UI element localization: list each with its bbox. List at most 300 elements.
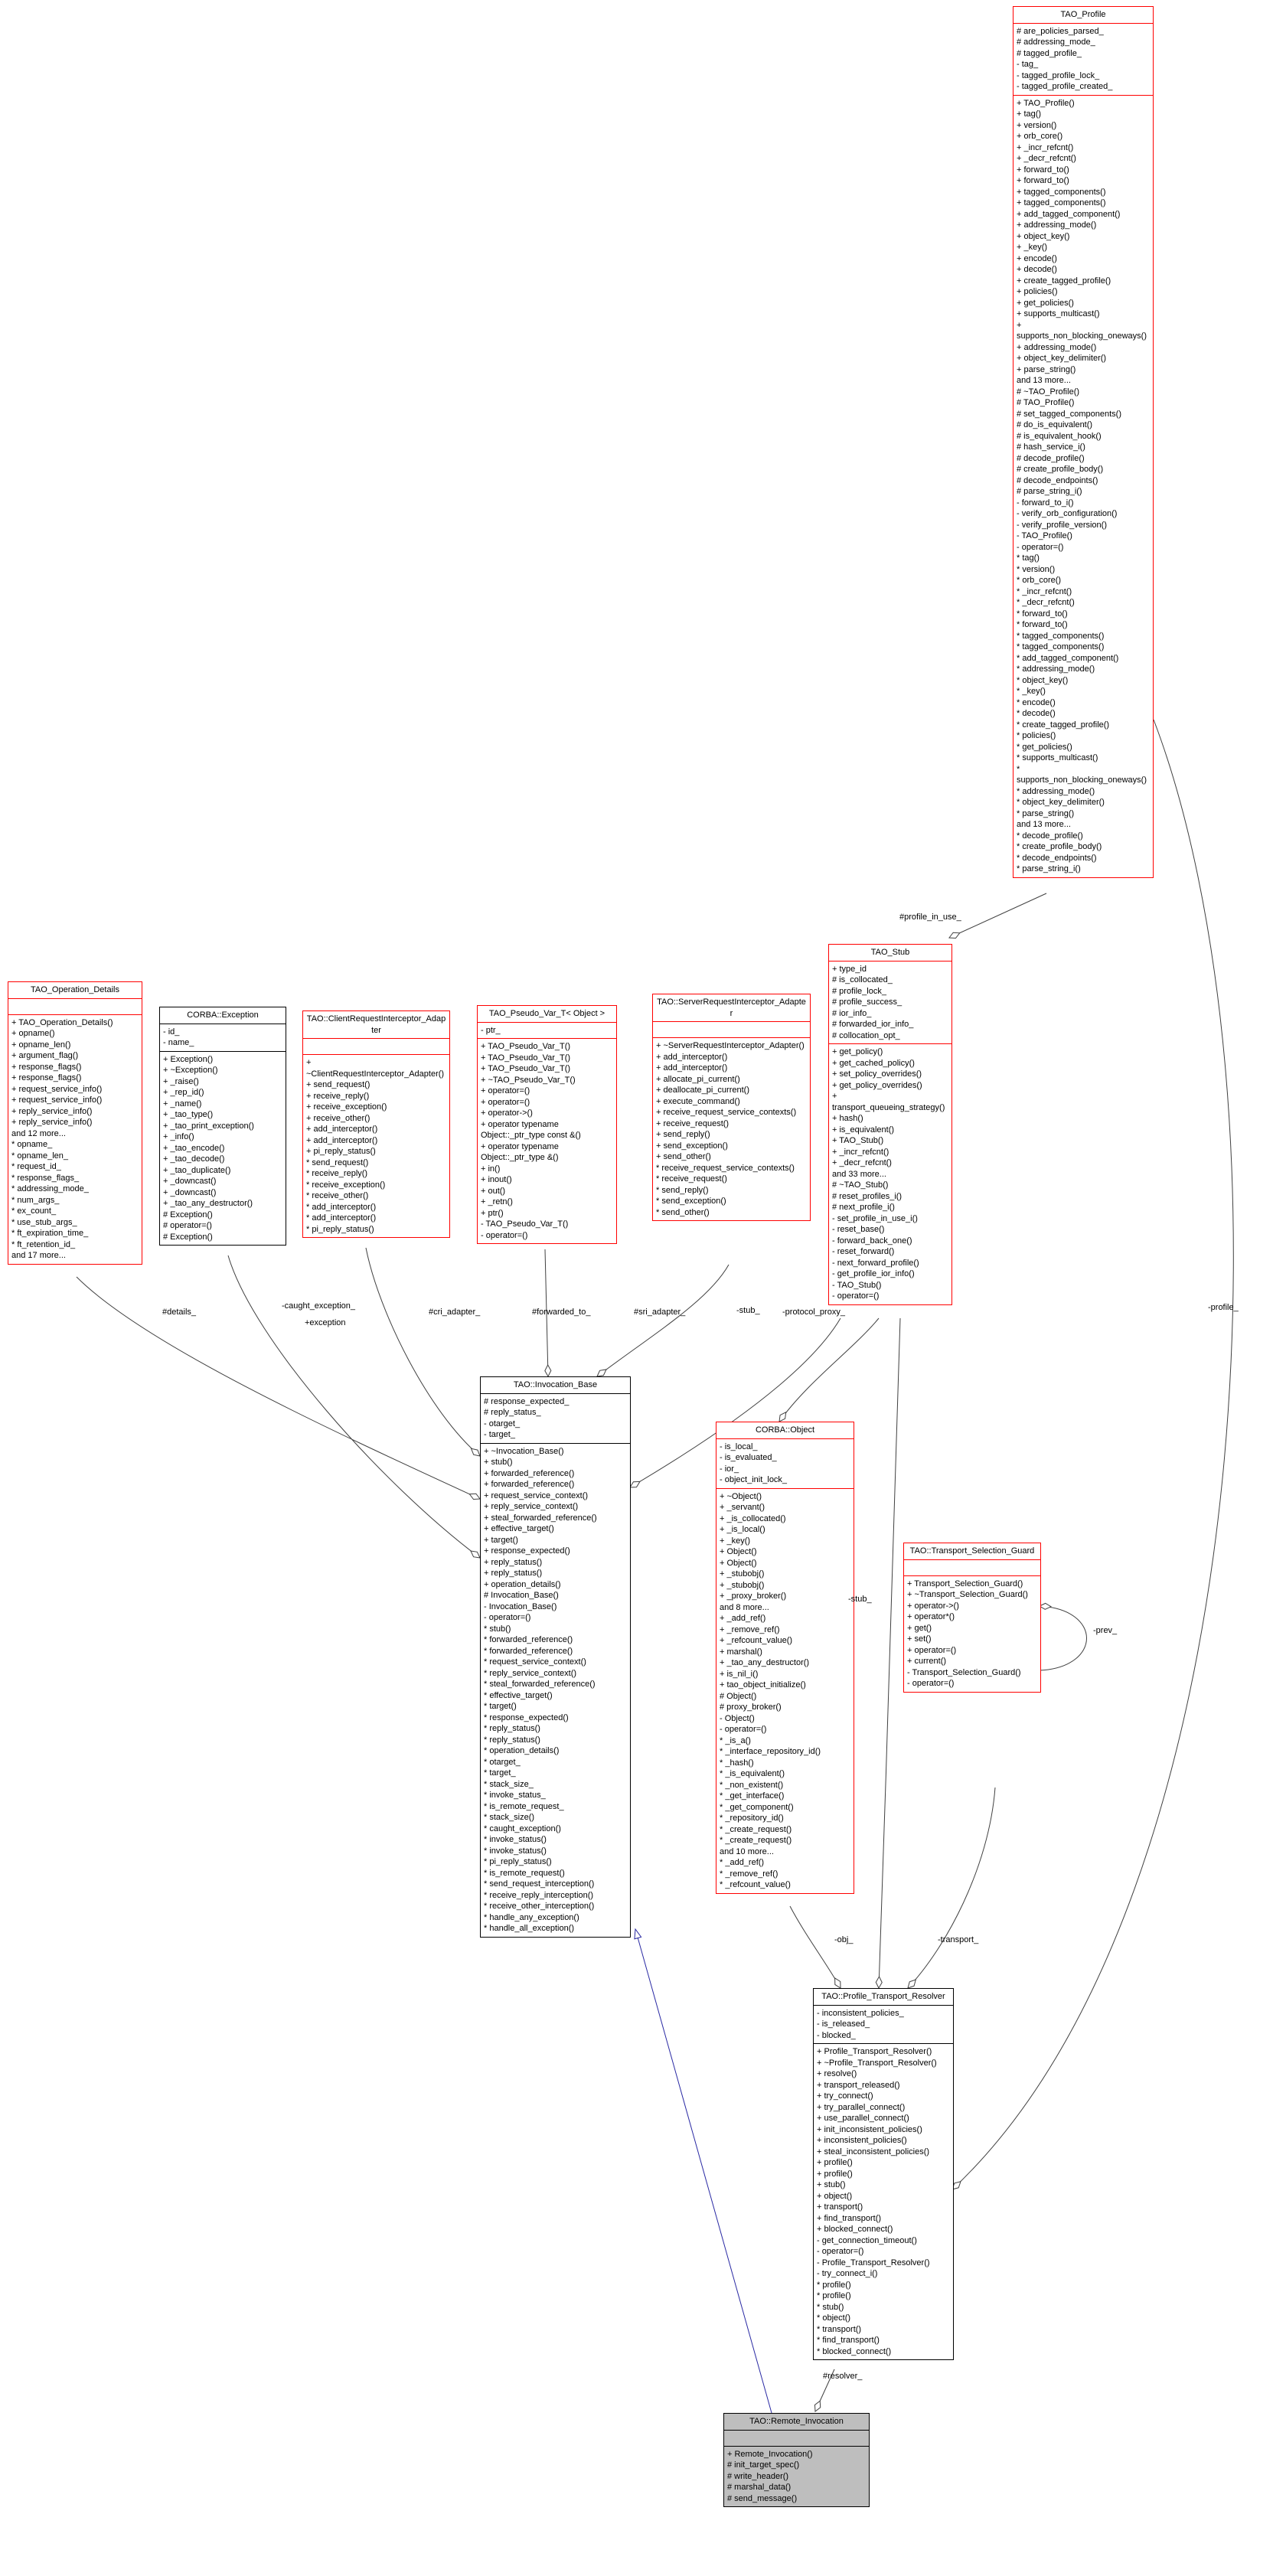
member-line: * forwarded_reference() [484, 1646, 573, 1656]
member-line: * use_stub_args_ [11, 1217, 77, 1227]
member-line: + _tao_any_destructor() [163, 1199, 253, 1208]
member-line: + add_interceptor() [656, 1063, 728, 1073]
member-line: - TAO_Pseudo_Var_T() [481, 1219, 569, 1229]
member-line: + add_interceptor() [306, 1125, 378, 1134]
member-line: * request_service_context() [484, 1657, 586, 1667]
member-line: + ~Transport_Selection_Guard() [907, 1590, 1028, 1599]
member-line: + effective_target() [484, 1524, 554, 1533]
member-line: * _key() [1017, 687, 1046, 696]
member-line: * response_expected() [484, 1712, 569, 1722]
edge-prev-self-loop [1040, 1606, 1087, 1670]
member-line: and 13 more... [1017, 820, 1071, 829]
member-line: + ~Exception() [163, 1066, 218, 1075]
member-line: * caught_exception() [484, 1823, 561, 1833]
member-line: + response_expected() [484, 1546, 570, 1556]
member-line: * _get_interface() [720, 1791, 785, 1801]
member-line: and 13 more... [1017, 376, 1071, 385]
member-line: # do_is_equivalent() [1017, 420, 1093, 429]
member-line: - is_released_ [817, 2019, 870, 2029]
member-line: + add_interceptor() [306, 1135, 378, 1145]
member-line: - verify_profile_version() [1017, 520, 1107, 530]
class-methods [724, 2447, 869, 2507]
member-line: * effective_target() [484, 1690, 553, 1700]
member-line: + request_service_info() [11, 1084, 103, 1094]
member-line: + TAO_Stub() [832, 1136, 884, 1145]
member-line: * receive_exception() [306, 1180, 386, 1190]
member-line: * send_exception() [656, 1197, 726, 1206]
member-line: * _refcount_value() [720, 1880, 791, 1889]
member-line: - object_init_lock_ [720, 1475, 788, 1484]
class-attributes [160, 1024, 286, 1052]
class-corba-object[interactable] [716, 1422, 854, 1894]
member-line: - ptr_ [481, 1025, 501, 1035]
member-line: * _non_existent() [720, 1780, 784, 1790]
member-line: + TAO_Pseudo_Var_T() [481, 1053, 571, 1063]
member-line: - get_connection_timeout() [817, 2235, 917, 2245]
member-line: * handle_all_exception() [484, 1924, 575, 1933]
member-line: + send_exception() [656, 1141, 728, 1151]
member-line: * _incr_refcnt() [1017, 586, 1072, 596]
class-tao-transport-selection-guard[interactable] [903, 1543, 1041, 1693]
member-line: # decode_endpoints() [1017, 475, 1098, 485]
member-line: * _create_request() [720, 1836, 792, 1845]
member-line: * addressing_mode() [1017, 664, 1095, 674]
member-line: - try_connect_i() [817, 2269, 878, 2278]
member-line: * _remove_ref() [720, 1869, 778, 1879]
member-line: # forwarded_ior_info_ [832, 1020, 914, 1029]
member-line: * operation_details() [484, 1746, 560, 1755]
member-line: * receive_reply_interception() [484, 1890, 594, 1900]
member-line: + object_key_delimiter() [1017, 354, 1107, 363]
member-line: + Profile_Transport_Resolver() [817, 2047, 932, 2056]
member-line: + send_reply() [656, 1130, 710, 1139]
member-line: and 33 more... [832, 1169, 886, 1179]
member-line: + reply_status() [484, 1557, 543, 1567]
member-line: + use_parallel_connect() [817, 2114, 909, 2123]
class-title: TAO_Profile [1014, 7, 1153, 24]
edge-sri-adapter [597, 1265, 729, 1376]
class-title: TAO::Transport_Selection_Guard [904, 1543, 1040, 1560]
member-line: - verify_orb_configuration() [1017, 509, 1118, 518]
member-line: * send_reply() [656, 1185, 709, 1195]
member-line: * get_policies() [1017, 742, 1072, 752]
edge-label-stub-resolver: -stub_ [848, 1595, 872, 1604]
member-line: - ior_ [720, 1464, 739, 1474]
member-line: + tagged_components() [1017, 187, 1106, 197]
member-line: - is_local_ [720, 1441, 758, 1451]
member-line: * stub() [817, 2302, 844, 2312]
member-line: * decode() [1017, 709, 1056, 718]
member-line: * _create_request() [720, 1824, 792, 1834]
member-line: * forwarded_reference() [484, 1635, 573, 1644]
member-line: + marshal() [720, 1647, 762, 1657]
member-line: - TAO_Stub() [832, 1280, 882, 1290]
member-line: * send_request_interception() [484, 1879, 595, 1889]
member-line: * parse_string_i() [1017, 864, 1081, 873]
member-line: + _proxy_broker() [720, 1592, 787, 1601]
member-line: + get() [907, 1623, 932, 1633]
member-line: + get_policy_overrides() [832, 1080, 922, 1090]
edge-details [77, 1277, 480, 1499]
class-corba-exception[interactable] [159, 1007, 286, 1246]
member-line: - operator=() [832, 1291, 880, 1301]
member-line: + tao_object_initialize() [720, 1680, 806, 1690]
member-line: * create_profile_body() [1017, 842, 1102, 851]
edge-label-obj: -obj_ [834, 1935, 854, 1944]
class-methods [653, 1038, 810, 1220]
member-line: + TAO_Pseudo_Var_T() [481, 1064, 571, 1073]
member-line: * _get_component() [720, 1802, 794, 1812]
edge-label-cri-adapter: #cri_adapter_ [429, 1308, 481, 1317]
member-line: + inconsistent_policies() [817, 2136, 907, 2145]
member-line: - tagged_profile_lock_ [1017, 70, 1100, 80]
member-line: * policies() [1017, 731, 1056, 740]
member-line: + policies() [1017, 287, 1058, 296]
member-line: - operator=() [720, 1725, 767, 1734]
member-line: - TAO_Profile() [1017, 531, 1072, 540]
member-line: # reset_profiles_i() [832, 1191, 903, 1201]
member-line: + forward_to() [1017, 165, 1069, 175]
class-attributes [481, 1394, 630, 1444]
member-line: + addressing_mode() [1017, 220, 1097, 230]
member-line: * addressing_mode() [1017, 786, 1095, 796]
class-tao-operation-details[interactable] [8, 981, 142, 1265]
member-line: # write_header() [727, 2471, 789, 2481]
member-line: # addressing_mode_ [1017, 38, 1095, 47]
member-line: + operator=() [481, 1097, 530, 1107]
member-line: # Object() [720, 1691, 757, 1701]
edge-cri-adapter [366, 1248, 480, 1456]
class-title: TAO::Profile_Transport_Resolver [814, 1989, 953, 2006]
member-line: - forward_to_i() [1017, 498, 1074, 508]
member-line: + version() [1017, 120, 1057, 130]
member-line: * is_remote_request_ [484, 1801, 564, 1811]
member-line: + receive_request_service_contexts() [656, 1108, 797, 1117]
member-line: * blocked_connect() [817, 2346, 892, 2356]
member-line: * stub() [484, 1624, 511, 1634]
class-attributes [724, 2431, 869, 2447]
member-line: + send_request() [306, 1080, 370, 1089]
member-line: + operation_details() [484, 1579, 561, 1589]
member-line: + create_tagged_profile() [1017, 276, 1111, 286]
member-line: + forwarded_reference() [484, 1468, 575, 1478]
member-line: + ~Object() [720, 1491, 762, 1501]
member-line: + receive_request() [656, 1118, 730, 1128]
class-title: CORBA::Object [716, 1422, 854, 1439]
member-line: * addressing_mode_ [11, 1184, 89, 1193]
member-line: + Object() [720, 1547, 757, 1556]
member-line: + is_equivalent() [832, 1125, 895, 1135]
member-line: # is_equivalent_hook() [1017, 431, 1102, 441]
member-line: + addressing_mode() [1017, 342, 1097, 352]
member-line: + profile() [817, 2158, 853, 2167]
member-line: + receive_exception() [306, 1102, 387, 1112]
edge-label-exception: +exception [305, 1318, 346, 1327]
member-line: + transport_queueing_strategy() [832, 1092, 945, 1112]
member-line: + deallocate_pi_current() [656, 1086, 749, 1095]
member-line: * add_tagged_component() [1017, 653, 1119, 663]
edge-label-profile-in-use: #profile_in_use_ [899, 913, 961, 922]
member-line: * profile() [817, 2291, 851, 2300]
member-line: + TAO_Profile() [1017, 98, 1075, 108]
member-line: * receive_request_service_contexts() [656, 1163, 795, 1173]
member-line: # TAO_Profile() [1017, 398, 1075, 407]
member-line: + set_policy_overrides() [832, 1069, 922, 1079]
member-line: * _decr_refcnt() [1017, 598, 1075, 607]
member-line: + ~TAO_Pseudo_Var_T() [481, 1075, 576, 1085]
member-line: * send_request() [306, 1157, 369, 1167]
member-line: - tag_ [1017, 60, 1039, 69]
member-line: * _is_equivalent() [720, 1769, 785, 1778]
member-line: - operator=() [481, 1230, 528, 1240]
member-line: + decode() [1017, 265, 1057, 274]
class-title: TAO_Pseudo_Var_T< Object > [478, 1006, 616, 1023]
member-line: * num_args_ [11, 1195, 60, 1205]
member-line: + ~Profile_Transport_Resolver() [817, 2058, 937, 2068]
member-line: + request_service_info() [11, 1095, 103, 1105]
member-line: * parse_string() [1017, 808, 1075, 818]
member-line: + _key() [1017, 243, 1048, 252]
edge-transport [908, 1788, 995, 1988]
member-line: * stack_size() [484, 1813, 535, 1822]
class-methods [160, 1052, 286, 1246]
member-line: * target_ [484, 1768, 516, 1778]
member-line: + _decr_refcnt() [1017, 154, 1076, 163]
member-line: * response_flags_ [11, 1173, 80, 1183]
member-line: # send_message() [727, 2493, 798, 2503]
member-line: + supports_multicast() [1017, 309, 1100, 318]
member-line: # decode_profile() [1017, 453, 1085, 463]
member-line: + opname() [11, 1029, 55, 1038]
member-line: * reply_service_context() [484, 1668, 577, 1678]
member-line: + _refcount_value() [720, 1636, 793, 1645]
member-line: + tagged_components() [1017, 198, 1106, 207]
member-line: * create_tagged_profile() [1017, 720, 1110, 730]
member-line: * opname_len_ [11, 1151, 69, 1161]
member-line: + operator*() [907, 1612, 955, 1621]
class-server-request-interceptor-adapter[interactable] [652, 994, 811, 1221]
member-line: + blocked_connect() [817, 2225, 893, 2234]
class-title: CORBA::Exception [160, 1007, 286, 1024]
member-line: + operator=() [907, 1645, 957, 1655]
member-line: * decode_endpoints() [1017, 853, 1097, 863]
member-line: * send_other() [656, 1207, 710, 1217]
member-line: * invoke_status() [484, 1846, 547, 1856]
edge-label-forwarded-to: #forwarded_to_ [532, 1308, 591, 1317]
class-tao-stub[interactable] [828, 944, 952, 1305]
class-attributes [904, 1560, 1040, 1576]
member-line: + parse_string() [1017, 364, 1076, 374]
member-line: + steal_forwarded_reference() [484, 1513, 597, 1523]
member-line: + transport() [817, 2202, 863, 2212]
member-line: - Invocation_Base() [484, 1601, 557, 1611]
member-line: + tag() [1017, 109, 1042, 119]
member-line: * supports_non_blocking_oneways() [1017, 764, 1147, 785]
member-line: + _rep_id() [163, 1088, 204, 1097]
member-line: - next_forward_profile() [832, 1258, 919, 1268]
member-line: - operator=() [907, 1679, 955, 1688]
member-line: + receive_other() [306, 1113, 370, 1123]
class-tao-pseudo-var-t[interactable] [477, 1005, 617, 1244]
member-line: - operator=() [1017, 542, 1064, 552]
member-line: + out() [481, 1186, 506, 1196]
member-line: + receive_reply() [306, 1091, 370, 1101]
member-line: - reset_base() [832, 1225, 885, 1234]
member-line: - blocked_ [817, 2030, 856, 2040]
member-line: and 8 more... [720, 1602, 769, 1612]
class-attributes [653, 1022, 810, 1038]
member-line: + _downcast() [163, 1187, 217, 1197]
member-line: * tag() [1017, 553, 1040, 563]
member-line: + object_key() [1017, 231, 1070, 241]
edge-label-caught-exception: -caught_exception_ [282, 1301, 356, 1311]
member-line: * receive_reply() [306, 1169, 368, 1178]
member-line: # set_tagged_components() [1017, 409, 1121, 419]
member-line: + _remove_ref() [720, 1624, 780, 1634]
member-line: + _incr_refcnt() [1017, 142, 1074, 152]
member-line: + _decr_refcnt() [832, 1158, 892, 1167]
member-line: + set() [907, 1634, 932, 1644]
member-line: + _tao_type() [163, 1110, 214, 1119]
member-line: + ~ClientRequestInterceptor_Adapter() [306, 1058, 445, 1079]
member-line: * _add_ref() [720, 1858, 765, 1867]
member-line: * is_remote_request() [484, 1868, 565, 1878]
member-line: * opname_ [11, 1140, 53, 1149]
member-line: - id_ [163, 1027, 180, 1037]
member-line: * steal_forwarded_reference() [484, 1680, 596, 1689]
member-line: * object_key_delimiter() [1017, 798, 1105, 807]
member-line: * version() [1017, 564, 1056, 574]
class-methods [904, 1576, 1040, 1692]
member-line: + _is_local() [720, 1525, 765, 1534]
member-line: * object() [817, 2313, 851, 2323]
member-line: * receive_request() [656, 1174, 727, 1184]
class-methods [716, 1489, 854, 1893]
class-tao-invocation-base[interactable] [480, 1376, 631, 1938]
member-line: * find_transport() [817, 2336, 880, 2345]
edge-inheritance-remote-invocation [635, 1929, 772, 2413]
edge-label-stub-invocation: -stub_ [736, 1306, 760, 1315]
member-line: * target() [484, 1702, 517, 1711]
member-line: + Transport_Selection_Guard() [907, 1579, 1023, 1588]
member-line: + Exception() [163, 1054, 214, 1064]
member-line: # Exception() [163, 1210, 213, 1219]
member-line: + stub() [484, 1458, 513, 1467]
member-line: + encode() [1017, 253, 1057, 263]
member-line: + supports_non_blocking_oneways() [1017, 320, 1147, 341]
member-line: and 17 more... [11, 1251, 66, 1260]
member-line: - operator=() [817, 2247, 864, 2256]
member-line: + _stubobj() [720, 1569, 765, 1579]
member-line: - get_profile_ior_info() [832, 1269, 915, 1278]
member-line: * transport() [817, 2324, 862, 2334]
member-line: + operator typename Object::_ptr_type const &() [481, 1119, 581, 1140]
member-line: + inout() [481, 1175, 512, 1184]
member-line: + response_flags() [11, 1073, 82, 1082]
class-client-request-interceptor-adapter[interactable] [302, 1010, 450, 1238]
member-line: * profile() [817, 2280, 851, 2290]
member-line: and 10 more... [720, 1846, 774, 1856]
member-line: + current() [907, 1657, 947, 1666]
class-methods [1014, 96, 1153, 877]
member-line: + operator->() [907, 1601, 959, 1611]
class-attributes [716, 1439, 854, 1489]
member-line: * tagged_components() [1017, 642, 1105, 651]
member-line: * pi_reply_status() [484, 1857, 552, 1866]
member-line: # ~TAO_Profile() [1017, 387, 1080, 397]
member-line: # operator=() [163, 1221, 212, 1230]
member-line: + _retn() [481, 1197, 513, 1206]
class-title: TAO::Invocation_Base [481, 1377, 630, 1394]
member-line: + _info() [163, 1132, 194, 1141]
member-line: * supports_multicast() [1017, 753, 1098, 762]
member-line: + operator->() [481, 1108, 533, 1118]
edge-protocol-proxy [779, 1318, 879, 1422]
member-line: + forwarded_reference() [484, 1480, 575, 1489]
member-line: # collocation_opt_ [832, 1030, 900, 1040]
class-tao-profile[interactable] [1013, 6, 1154, 878]
member-line: # ~TAO_Stub() [832, 1180, 889, 1190]
member-line: + object() [817, 2191, 853, 2201]
member-line: + _incr_refcnt() [832, 1147, 889, 1157]
member-line: # init_target_spec() [727, 2460, 800, 2470]
member-line: + try_connect() [817, 2091, 873, 2101]
edge-stub-resolver [879, 1318, 900, 1988]
member-line: + reply_service_context() [484, 1502, 579, 1511]
class-title: TAO::Remote_Invocation [724, 2414, 869, 2431]
member-line: * object_key() [1017, 675, 1069, 685]
class-tao-profile-transport-resolver[interactable] [813, 1988, 954, 2360]
member-line: + Remote_Invocation() [727, 2449, 813, 2459]
member-line: * pi_reply_status() [306, 1224, 374, 1234]
class-attributes [8, 999, 142, 1015]
member-line: * orb_core() [1017, 576, 1062, 585]
member-line: * reply_status() [484, 1724, 540, 1733]
member-line: * request_id_ [11, 1162, 61, 1171]
member-line: # parse_string_i() [1017, 487, 1082, 496]
member-line: - otarget_ [484, 1419, 521, 1428]
member-line: * add_interceptor() [306, 1213, 377, 1223]
member-line: + is_nil_i() [720, 1669, 759, 1679]
member-line: + _tao_duplicate() [163, 1165, 231, 1175]
edge-label-protocol-proxy: -protocol_proxy_ [782, 1308, 845, 1317]
member-line: + TAO_Operation_Details() [11, 1017, 113, 1027]
member-line: # tagged_profile_ [1017, 48, 1082, 58]
member-line: + _key() [720, 1536, 751, 1546]
member-line: + ~Invocation_Base() [484, 1446, 564, 1456]
class-title: TAO_Operation_Details [8, 982, 142, 999]
member-line: # reply_status_ [484, 1408, 541, 1417]
member-line: + steal_inconsistent_policies() [817, 2147, 930, 2156]
member-line: + _tao_print_exception() [163, 1121, 254, 1131]
member-line: + orb_core() [1017, 132, 1063, 141]
member-line: + execute_command() [656, 1096, 740, 1106]
member-line: # ior_info_ [832, 1008, 872, 1018]
edge-label-resolver: #resolver_ [823, 2372, 863, 2381]
member-line: * handle_any_exception() [484, 1912, 579, 1922]
member-line: + reply_service_info() [11, 1106, 93, 1116]
member-line: + send_other() [656, 1152, 711, 1161]
member-line: - reset_forward() [832, 1247, 895, 1256]
member-line: * _is_a() [720, 1735, 751, 1745]
class-methods [481, 1444, 630, 1937]
member-line: * otarget_ [484, 1757, 521, 1767]
edge-label-profile: -profile_ [1208, 1303, 1239, 1312]
member-line: + _add_ref() [720, 1614, 766, 1623]
member-line: + target() [484, 1535, 518, 1545]
member-line: * stack_size_ [484, 1779, 534, 1789]
member-line: + reply_status() [484, 1569, 543, 1578]
